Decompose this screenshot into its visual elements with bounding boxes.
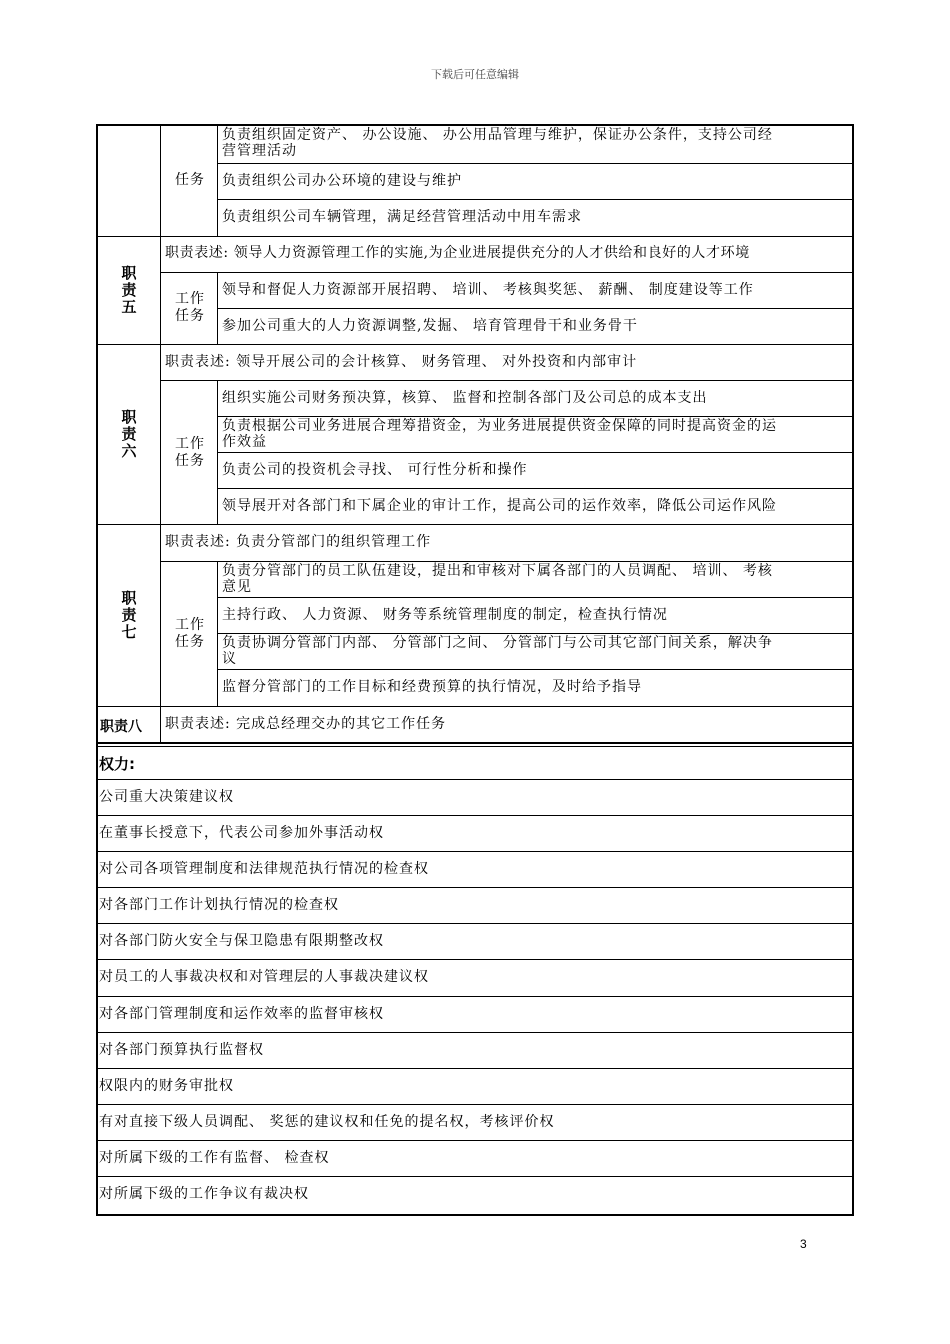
task-text: 议: [222, 651, 237, 667]
power-item: 在董事长授意下，代表公司参加外事活动权: [99, 825, 384, 841]
duty6-statement: 职责表述: 领导开展公司的会计核算、 财务管理、 对外投资和内部审计: [165, 354, 638, 370]
power-item: 对各部门预算执行监督权: [99, 1042, 264, 1058]
divider-label-col-top: [217, 124, 218, 236]
row-line: [217, 597, 854, 598]
power-item: 对员工的人事裁决权和对管理层的人事裁决建议权: [99, 969, 429, 985]
row-line: [217, 452, 854, 453]
task-text: 领导展开对各部门和下属企业的审计工作，提高公司的运作效率，降低公司运作风险: [222, 498, 777, 514]
power-item: 对各部门防火安全与保卫隐患有限期整改权: [99, 933, 384, 949]
row-line: [217, 199, 854, 200]
task-text: 主持行政、 人力资源、 财务等系统管理制度的制定，检查执行情况: [222, 607, 668, 623]
task-text: 负责公司的投资机会寻找、 可行性分析和操作: [222, 462, 528, 478]
section-line-powers-inner: [96, 746, 854, 747]
power-item: 对公司各项管理制度和法律规范执行情况的检查权: [99, 861, 429, 877]
task-label: 任务: [175, 172, 205, 188]
task-text: 参加公司重大的人力资源调整,发掘、 培育管理骨干和业务骨干: [222, 318, 638, 334]
task-text: 领导和督促人力资源部开展招聘、 培训、 考核與奖惩、 薪酬、 制度建设等工作: [222, 282, 754, 298]
row-line: [96, 1104, 854, 1105]
row-line: [217, 669, 854, 670]
task-label: 工作 任务: [175, 617, 205, 650]
row-line: [160, 380, 854, 381]
section-line: [96, 706, 854, 707]
duty7-title: 职 责 七: [121, 589, 137, 641]
power-item: 有对直接下级人员调配、 奖惩的建议权和任免的提名权，考核评价权: [99, 1114, 555, 1130]
page-number: 3: [800, 1237, 807, 1251]
power-item: 对所属下级的工作有监督、 检查权: [99, 1150, 330, 1166]
task-text: 负责协调分管部门内部、 分管部门之间、 分管部门与公司其它部门间关系，解决争: [222, 635, 773, 651]
duty8-title: 职责八: [100, 719, 142, 735]
power-item: 公司重大决策建议权: [99, 789, 234, 805]
power-item: 对各部门管理制度和运作效率的监督审核权: [99, 1006, 384, 1022]
duty6-title: 职 责 六: [121, 408, 137, 460]
row-line: [160, 561, 854, 562]
powers-title: 权力:: [99, 755, 135, 773]
section-line: [96, 344, 854, 345]
section-line: [96, 524, 854, 525]
row-line: [217, 633, 854, 634]
row-line: [96, 1068, 854, 1069]
row-line: [96, 996, 854, 997]
row-line: [96, 1176, 854, 1177]
section-line: [96, 236, 854, 237]
row-line: [217, 416, 854, 417]
task-text: 监督分管部门的工作目标和经费预算的执行情况，及时给予指导: [222, 679, 642, 695]
task-text: 作效益: [222, 434, 267, 450]
power-item: 权限内的财务审批权: [99, 1078, 234, 1094]
row-line: [96, 959, 854, 960]
task-text: 组织实施公司财务预决算，核算、 监督和控制各部门及公司总的成本支出: [222, 390, 708, 406]
divider-duty-column: [160, 124, 161, 744]
row-line: [96, 1140, 854, 1141]
task-text: 负责组织公司车辆管理，满足经营管理活动中用车需求: [222, 209, 582, 225]
row-line: [217, 163, 854, 164]
duty7-statement: 职责表述: 负责分管部门的组织管理工作: [165, 534, 432, 550]
task-text: 负责组织固定资产、 办公设施、 办公用品管理与维护，保证办公条件，支持公司经: [222, 127, 773, 143]
duty8-statement: 职责表述: 完成总经理交办的其它工作任务: [165, 716, 447, 732]
row-line: [160, 272, 854, 273]
page-header: 下载后可任意编辑: [431, 68, 519, 81]
task-text: 负责组织公司办公环境的建设与维护: [222, 173, 462, 189]
row-line: [96, 1032, 854, 1033]
power-item: 对所属下级的工作争议有裁决权: [99, 1186, 309, 1202]
row-line: [96, 779, 854, 780]
task-label: 工作 任务: [175, 291, 205, 324]
row-line: [217, 488, 854, 489]
power-item: 对各部门工作计划执行情况的检查权: [99, 897, 339, 913]
task-text: 意见: [222, 579, 252, 595]
row-line: [217, 308, 854, 309]
row-line: [96, 923, 854, 924]
duty5-title: 职 责 五: [121, 264, 137, 316]
task-text: 负责根据公司业务进展合理筹措资金，为业务进展提供资金保障的同时提高资金的运: [222, 418, 777, 434]
task-text: 负责分管部门的员工队伍建设，提出和审核对下属各部门的人员调配、 培训、 考核: [222, 563, 773, 579]
row-line: [96, 887, 854, 888]
task-label: 工作 任务: [175, 436, 205, 469]
row-line: [96, 851, 854, 852]
section-line-powers: [96, 742, 854, 744]
task-text: 营管理活动: [222, 143, 297, 159]
duty5-statement: 职责表述: 领导人力资源管理工作的实施,为企业进展提供充分的人才供给和良好的人才环境: [165, 245, 750, 261]
row-line: [96, 815, 854, 816]
